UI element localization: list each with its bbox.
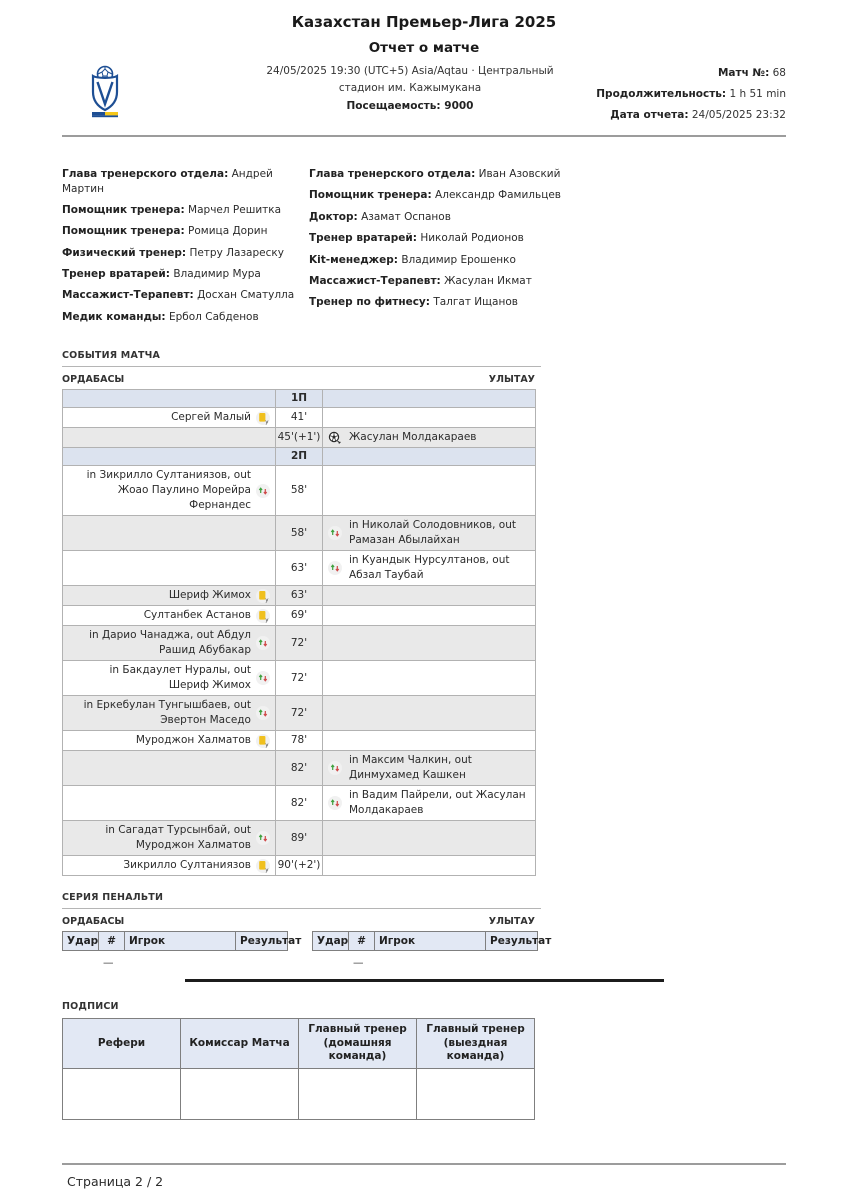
period-home-cell: [63, 448, 276, 466]
svg-text:y: y: [265, 617, 269, 623]
penalties-section: [62, 892, 786, 982]
event-text: Шериф Жимох: [168, 589, 251, 602]
penalty-table-away: [312, 931, 552, 970]
staff-section: [62, 167, 786, 331]
events-section: [62, 350, 786, 876]
substitution-icon: [328, 561, 342, 575]
event-row: [63, 731, 536, 751]
event-minute: 63': [276, 551, 323, 586]
event-away-cell: [323, 856, 536, 876]
event-row: [63, 586, 536, 606]
signature-column-header: Рефери: [63, 1019, 181, 1069]
staff-row: [62, 203, 309, 218]
substitution-icon: [256, 831, 270, 845]
period-label: 1П: [276, 390, 323, 408]
report-date: [586, 105, 786, 126]
period-away-cell: [323, 390, 536, 408]
report-date-value: 24/05/2025 23:32: [691, 109, 786, 121]
header-divider: [62, 135, 786, 137]
match-meta: [586, 63, 786, 126]
attendance-value: 9000: [444, 100, 474, 112]
penalty-column-header: Удар: [313, 932, 349, 951]
penalty-column-header: Игрок: [375, 932, 486, 951]
match-duration-label: Продолжительность:: [596, 88, 727, 100]
event-home-cell: [63, 586, 276, 606]
staff-role: Помощник тренера:: [62, 203, 185, 216]
event-text: in Николай Солодовников, out Рамазан Абылайхан: [349, 519, 516, 547]
staff-row: [309, 231, 786, 246]
event-text: in Еркебулан Тунгышбаев, out Эвертон Маседо: [83, 699, 251, 727]
staff-role: Тренер вратарей:: [62, 268, 170, 281]
staff-role: Тренер вратарей:: [309, 232, 417, 245]
penalty-header-row: [63, 932, 288, 951]
event-away-cell: [323, 466, 536, 516]
penalties-home-team-name: ОРДАБАСЫ: [62, 916, 125, 928]
event-text: in Сагадат Турсынбай, out Муроджон Халматов: [105, 824, 251, 852]
event-away-cell: [323, 408, 536, 428]
page-number: Страница 2 / 2: [67, 1174, 164, 1189]
event-minute: 69': [276, 606, 323, 626]
event-away-cell: [323, 821, 536, 856]
event-text: in Зикрилло Султаниязов, out Жоао Паулино Морейра Фернандес: [86, 469, 251, 512]
svg-text:y: y: [265, 597, 269, 603]
event-row: [63, 466, 536, 516]
match-duration: [586, 84, 786, 105]
match-number: [586, 63, 786, 84]
event-away-cell: [323, 696, 536, 731]
event-home-cell: [63, 626, 276, 661]
penalty-empty-home: —: [103, 957, 114, 970]
staff-name: Ромица Дорин: [188, 225, 268, 238]
event-text: in Максим Чалкин, out Динмухамед Кашкен: [349, 754, 472, 782]
event-home-cell: [63, 786, 276, 821]
event-row: [63, 551, 536, 586]
event-minute: 78': [276, 731, 323, 751]
event-home-cell: [63, 821, 276, 856]
event-row: [63, 751, 536, 786]
report-date-label: Дата отчета:: [610, 109, 689, 121]
event-row: [63, 516, 536, 551]
staff-name: Досхан Сматулла: [197, 289, 295, 302]
penalty-column-header: Удар: [63, 932, 99, 951]
signature-column-header: Комиссар Матча: [181, 1019, 299, 1069]
signatures-section-title: ПОДПИСИ: [62, 1001, 119, 1013]
goal-icon: [328, 431, 342, 445]
signature-blank-cell: [181, 1068, 299, 1119]
staff-role: Глава тренерского отдела:: [62, 168, 229, 180]
penalty-table-home: [62, 931, 302, 970]
away-team-name: УЛЫТАУ: [488, 374, 535, 386]
signatures-blank-row: [63, 1068, 535, 1119]
staff-name: Талгат Ищанов: [433, 296, 518, 309]
events-section-title: СОБЫТИЯ МАТЧА: [62, 350, 161, 362]
match-venue: 24/05/2025 19:30 (UTC+5) Asia/Aqtau · Центральный стадион им. Кажымукана: [266, 65, 554, 94]
staff-name: Иван Азовский: [478, 168, 561, 180]
event-minute: 82': [276, 786, 323, 821]
penalty-column-header: #: [349, 932, 375, 951]
staff-name: Азамат Оспанов: [361, 210, 451, 223]
event-text: in Дарио Чанаджа, out Абдул Рашид Абубакар: [89, 629, 251, 657]
staff-row: [309, 253, 786, 268]
event-row: [63, 821, 536, 856]
staff-role: Глава тренерского отдела:: [309, 168, 476, 180]
signature-column-header: Главный тренер (выездная команда): [417, 1019, 535, 1069]
attendance-label: Посещаемость:: [346, 100, 441, 112]
event-minute: 41': [276, 408, 323, 428]
penalties-section-title: СЕРИЯ ПЕНАЛЬТИ: [62, 892, 164, 904]
staff-away-column: [309, 167, 786, 331]
staff-role: Массажист-Терапевт:: [309, 274, 441, 287]
staff-name: Ербол Сабденов: [168, 310, 259, 323]
match-number-label: Матч №:: [717, 67, 770, 79]
event-row: [63, 856, 536, 876]
staff-name: Александр Фамильцев: [435, 189, 561, 202]
event-away-cell: [323, 586, 536, 606]
substitution-icon: [256, 636, 270, 650]
event-text: Зикрилло Султаниязов: [123, 859, 251, 872]
match-number-value: 68: [772, 67, 786, 79]
event-away-cell: [323, 731, 536, 751]
signatures-section: [62, 1001, 786, 1120]
event-home-cell: [63, 466, 276, 516]
staff-name: Марчел Решитка: [188, 203, 282, 216]
staff-name: Петру Лазареску: [189, 246, 284, 259]
staff-row: [62, 167, 309, 196]
section-end-rule: [185, 979, 664, 982]
report-title: Отчет о матче: [368, 40, 480, 56]
staff-row: [309, 274, 786, 289]
staff-name: Николай Родионов: [420, 232, 524, 245]
substitution-icon: [328, 761, 342, 775]
penalties-section-rule: [62, 908, 541, 909]
substitution-icon: [328, 526, 342, 540]
period-label: 2П: [276, 448, 323, 466]
staff-row: [62, 224, 309, 239]
event-home-cell: [63, 516, 276, 551]
event-home-cell: [63, 696, 276, 731]
penalties-away-team-name: УЛЫТАУ: [488, 916, 535, 928]
events-team-row: [62, 374, 535, 385]
event-minute: 89': [276, 821, 323, 856]
event-minute: 63': [276, 586, 323, 606]
event-home-cell: [63, 408, 276, 428]
event-away-cell: [323, 516, 536, 551]
yellow-card-icon: [256, 609, 270, 623]
penalty-tables: [62, 931, 552, 970]
event-home-cell: [63, 606, 276, 626]
event-home-cell: [63, 661, 276, 696]
event-away-cell: [323, 751, 536, 786]
substitution-icon: [256, 671, 270, 685]
event-row: [63, 606, 536, 626]
events-table: [62, 389, 536, 876]
staff-row: [309, 188, 786, 203]
svg-text:y: y: [265, 419, 269, 425]
staff-role: Помощник тренера:: [62, 225, 185, 238]
event-away-cell: [323, 626, 536, 661]
event-row: [63, 786, 536, 821]
event-minute: 45'(+1'): [276, 428, 323, 448]
event-away-cell: [323, 551, 536, 586]
staff-row: [62, 246, 309, 261]
event-minute: 58': [276, 516, 323, 551]
staff-row: [62, 267, 309, 282]
signatures-header-row: [63, 1019, 535, 1069]
signature-blank-cell: [417, 1068, 535, 1119]
penalty-table: [312, 931, 552, 951]
event-home-cell: [63, 856, 276, 876]
yellow-card-icon: [256, 859, 270, 873]
event-text: in Куандык Нурсултанов, out Абзал Таубай: [349, 554, 510, 582]
event-home-cell: [63, 731, 276, 751]
event-row: [63, 661, 536, 696]
substitution-icon: [328, 796, 342, 810]
event-away-cell: [323, 786, 536, 821]
signature-column-header: Главный тренер (домашняя команда): [299, 1019, 417, 1069]
attendance: [234, 98, 586, 115]
event-minute: 90'(+2'): [276, 856, 323, 876]
penalty-column-header: Игрок: [125, 932, 236, 951]
match-info: [234, 63, 586, 115]
penalties-team-row: [62, 916, 535, 927]
event-row: [63, 428, 536, 448]
yellow-card-icon: [256, 411, 270, 425]
staff-row: [62, 310, 309, 325]
staff-name: Владимир Мура: [173, 268, 261, 281]
event-away-cell: [323, 428, 536, 448]
event-text: Муроджон Халматов: [135, 734, 251, 747]
event-minute: 72': [276, 696, 323, 731]
signature-blank-cell: [63, 1068, 181, 1119]
page-footer: [62, 1163, 786, 1189]
period-away-cell: [323, 448, 536, 466]
header: [62, 63, 786, 126]
staff-name: Владимир Ерошенко: [401, 253, 516, 266]
league-title: Казахстан Премьер-Лига 2025: [291, 13, 557, 31]
signatures-table: [62, 1018, 535, 1120]
staff-role: Помощник тренера:: [309, 189, 432, 202]
staff-role: Медик команды:: [62, 310, 166, 323]
event-text: Сергей Малый: [171, 411, 251, 424]
period-header-row: [63, 390, 536, 408]
staff-name: Жасулан Икмат: [444, 274, 532, 287]
event-minute: 58': [276, 466, 323, 516]
staff-role: Массажист-Терапевт:: [62, 289, 194, 302]
event-text: Султанбек Астанов: [143, 609, 251, 622]
substitution-icon: [256, 706, 270, 720]
event-home-cell: [63, 551, 276, 586]
yellow-card-icon: [256, 589, 270, 603]
penalty-table: [62, 931, 302, 951]
penalty-column-header: #: [99, 932, 125, 951]
home-team-name: ОРДАБАСЫ: [62, 374, 125, 386]
penalty-column-header: Результат: [236, 932, 288, 951]
event-text: in Вадим Пайрели, out Жасулан Молдакараев: [349, 789, 526, 817]
match-duration-value: 1 h 51 min: [729, 88, 786, 100]
event-minute: 82': [276, 751, 323, 786]
svg-text:y: y: [265, 742, 269, 748]
staff-role: Тренер по фитнесу:: [309, 296, 430, 309]
event-text: Жасулан Молдакараев: [349, 431, 477, 444]
staff-role: Kit-менеджер:: [309, 253, 398, 266]
staff-home-column: [62, 167, 309, 331]
penalty-column-header: Результат: [486, 932, 538, 951]
staff-name: Андрей Мартин: [62, 168, 273, 195]
signature-blank-cell: [299, 1068, 417, 1119]
penalty-empty-away: —: [353, 957, 364, 970]
event-away-cell: [323, 606, 536, 626]
event-minute: 72': [276, 661, 323, 696]
event-home-cell: [63, 751, 276, 786]
event-row: [63, 408, 536, 428]
yellow-card-icon: [256, 734, 270, 748]
event-row: [63, 626, 536, 661]
staff-row: [309, 295, 786, 310]
substitution-icon: [256, 484, 270, 498]
event-text: in Бакдаулет Нуралы, out Шериф Жимох: [109, 664, 251, 692]
svg-text:y: y: [265, 867, 269, 873]
staff-row: [62, 288, 309, 303]
event-away-cell: [323, 661, 536, 696]
staff-row: [309, 210, 786, 225]
header-titles: [62, 0, 786, 56]
events-section-rule: [62, 366, 541, 367]
event-row: [63, 696, 536, 731]
event-home-cell: [63, 428, 276, 448]
staff-role: Физический тренер:: [62, 246, 187, 259]
footer-divider: [62, 1163, 786, 1165]
staff-row: [309, 167, 786, 182]
event-minute: 72': [276, 626, 323, 661]
league-crest-icon: [62, 63, 234, 123]
period-home-cell: [63, 390, 276, 408]
penalty-header-row: [313, 932, 538, 951]
staff-role: Доктор:: [309, 210, 358, 223]
period-header-row: [63, 448, 536, 466]
